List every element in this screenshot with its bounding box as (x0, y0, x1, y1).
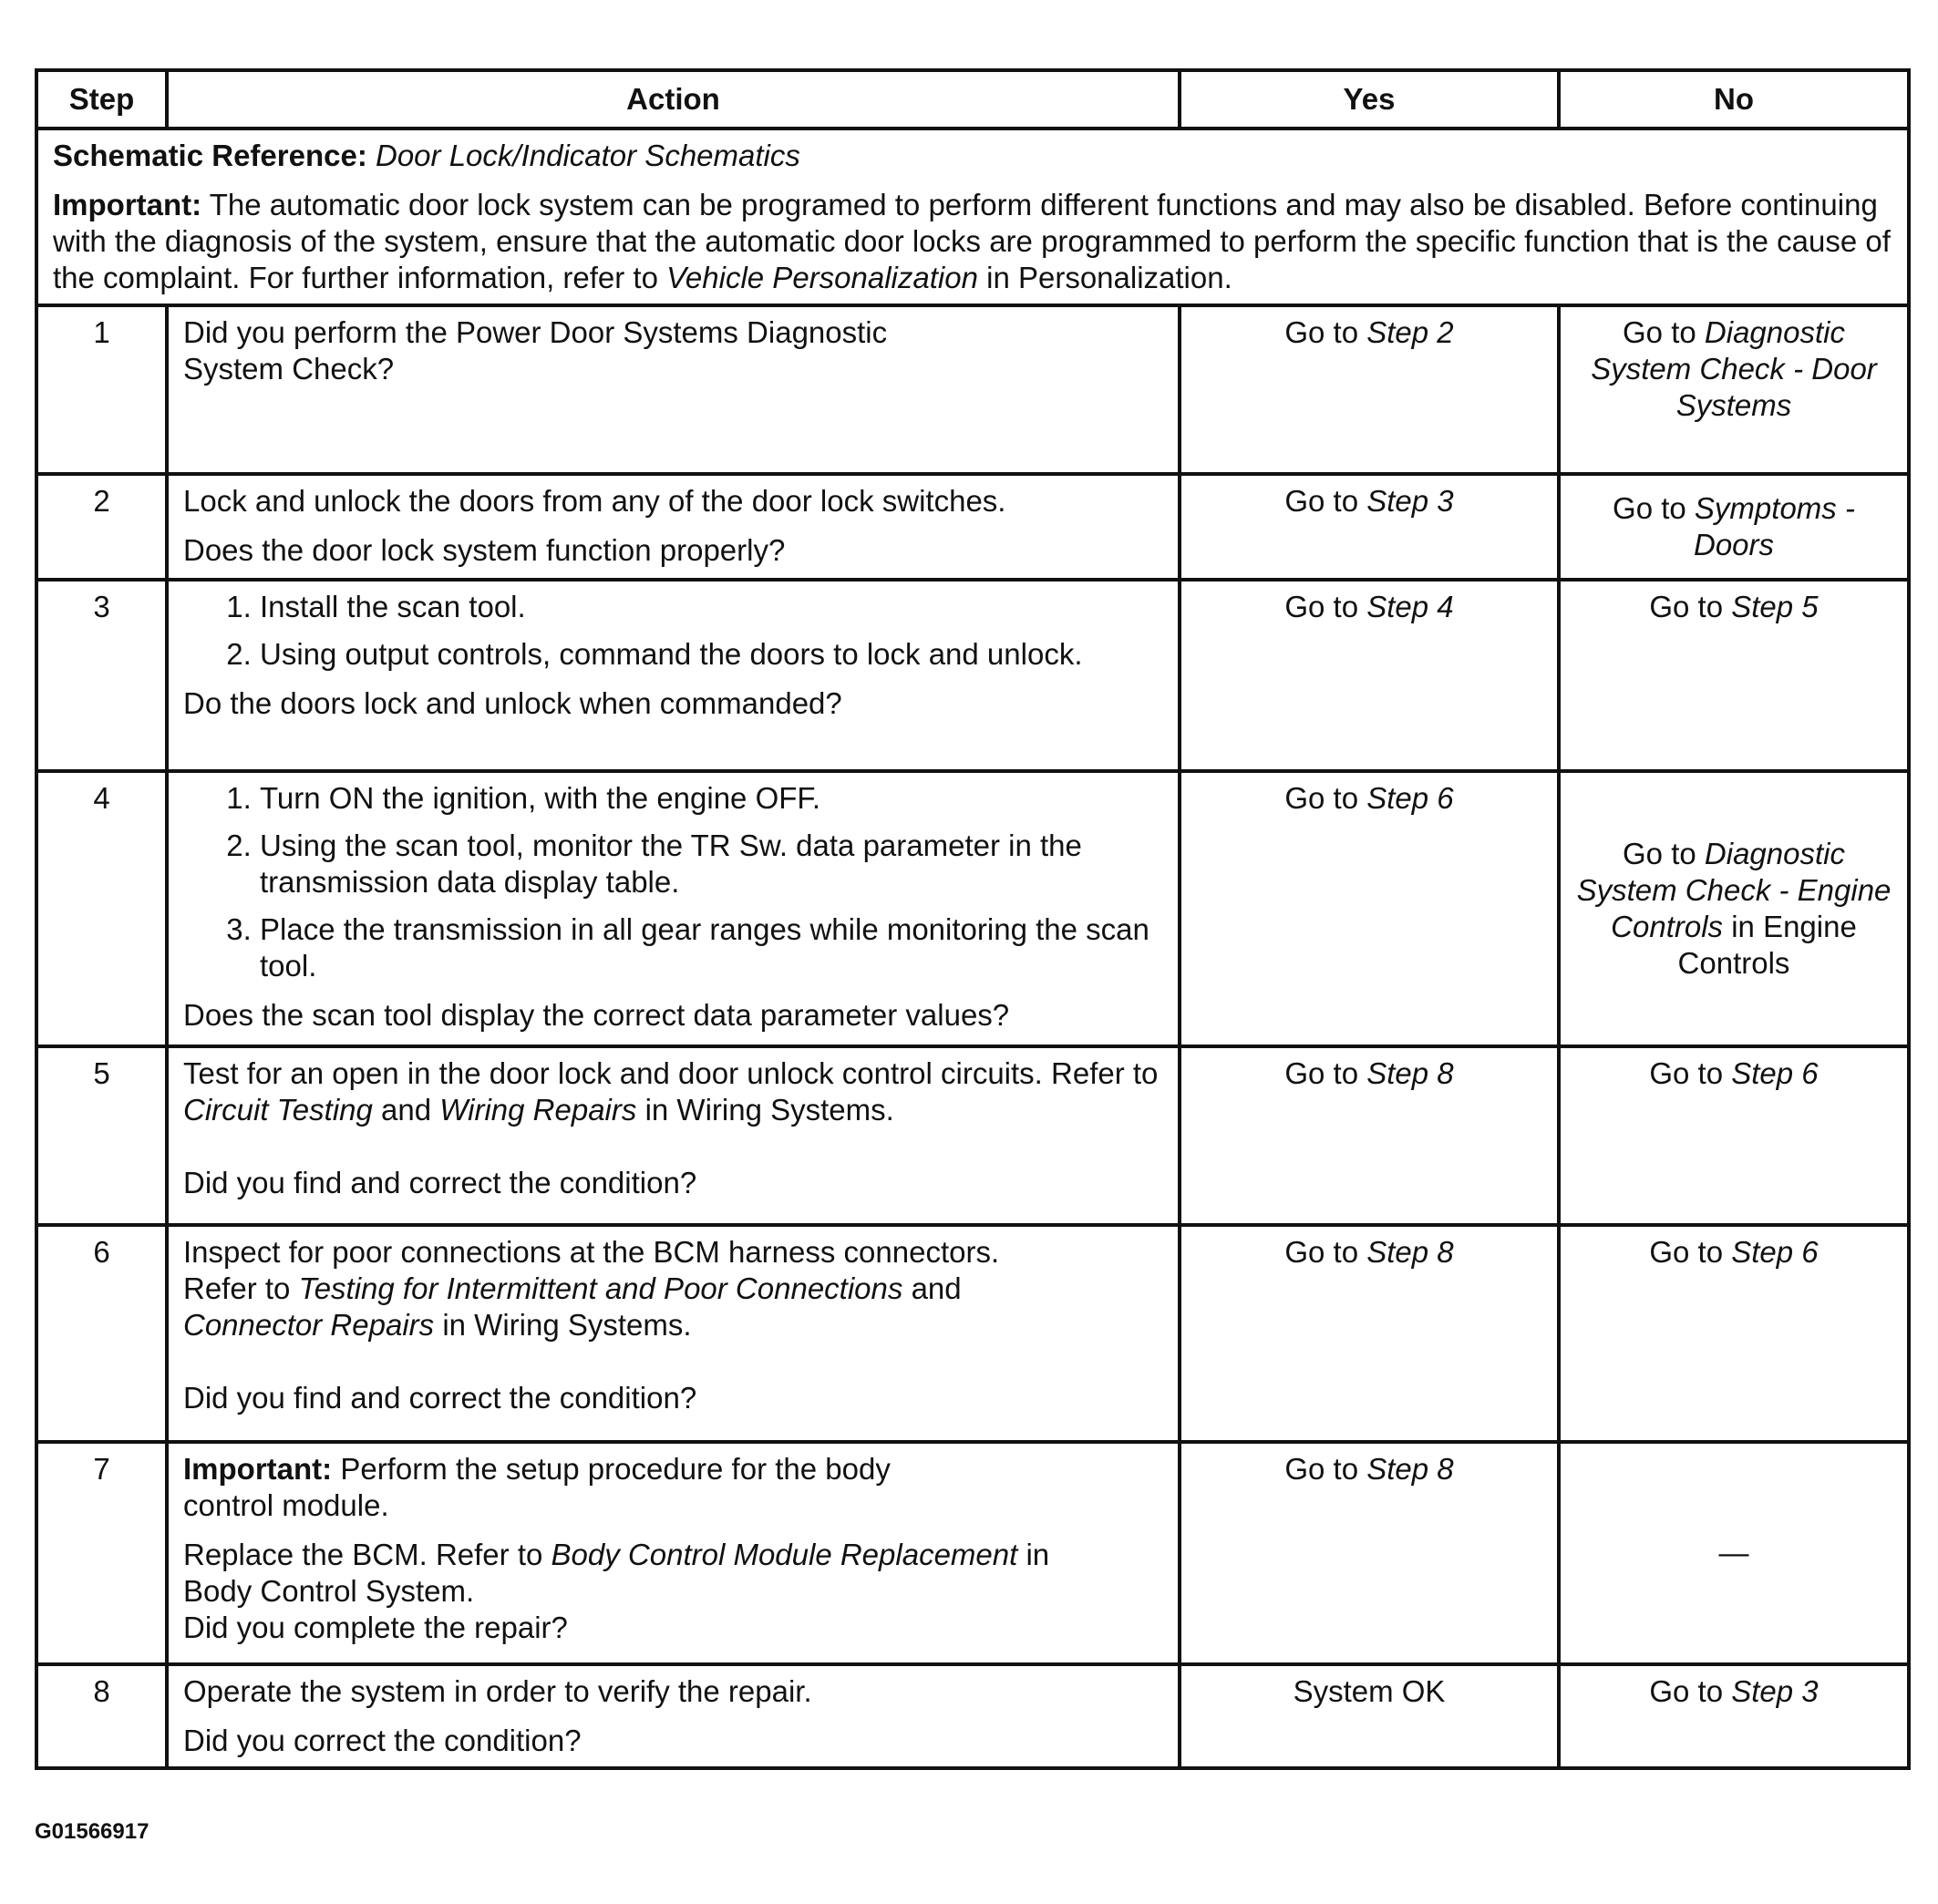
no-cell (1559, 305, 1909, 474)
table-row (36, 771, 1909, 1046)
action-list (183, 589, 1163, 673)
list-item: 1. Install the scan tool. (260, 589, 1163, 625)
goto-label: Go to (1649, 1056, 1724, 1090)
yes-text: System OK (1293, 1674, 1446, 1708)
action-question: Does the scan tool display the correct data parameter values? (183, 998, 1010, 1032)
action-text (183, 1234, 1163, 1343)
yes-cell (1180, 1046, 1559, 1225)
note-row (36, 129, 1909, 305)
vehicle-personalization-link[interactable]: Vehicle Personalization (666, 261, 978, 294)
goto-label: Go to (1623, 315, 1696, 349)
goto-label: Go to (1284, 1235, 1359, 1269)
table-row (36, 474, 1909, 580)
action-list (183, 780, 1163, 984)
schematic-reference (53, 138, 1892, 174)
important-note (183, 1451, 1163, 1524)
circuit-testing-link[interactable]: Circuit Testing (183, 1093, 373, 1127)
action-cell (167, 580, 1180, 771)
table-row (36, 1046, 1909, 1225)
action-question: Does the door lock system function properly? (183, 533, 786, 567)
action-question: Did you find and correct the condition? (183, 1166, 697, 1199)
table-header-row (36, 70, 1909, 129)
goto-label: Go to (1649, 1674, 1724, 1708)
action-cell (167, 1442, 1180, 1664)
important-tail: in Personalization. (986, 261, 1232, 294)
table-row (36, 580, 1909, 771)
important-text: The automatic door lock system can be programed to perform different functions and may also be disabled. Before continuing with the diagnosis of the system, ensure that the automatic door locks are programmed to perform the specific function that is the cause of the complaint. For further information, refer to (53, 188, 1891, 294)
action-question: Do the doors lock and unlock when commanded? (183, 686, 842, 720)
action-text-mid: and (381, 1093, 432, 1127)
table-row (36, 1442, 1909, 1664)
note-cell (36, 129, 1909, 305)
header-action: Action (167, 70, 1180, 129)
no-link[interactable]: Step 5 (1731, 590, 1819, 623)
no-link[interactable]: Step 6 (1731, 1056, 1819, 1090)
no-cell (1559, 580, 1909, 771)
header-step: Step (36, 70, 167, 129)
diagnostic-table (35, 68, 1911, 1770)
goto-label: Go to (1284, 315, 1359, 349)
no-link[interactable]: Step 3 (1731, 1674, 1819, 1708)
action-cell (167, 1664, 1180, 1768)
action-cell (167, 305, 1180, 474)
step-number: 8 (36, 1664, 167, 1768)
yes-link[interactable]: Step 4 (1366, 590, 1454, 623)
action-text-tail: in Wiring Systems. (644, 1093, 894, 1127)
step-number: 2 (36, 474, 167, 580)
goto-label: Go to (1284, 590, 1359, 623)
action-text-line: Test for an open in the door lock and door unlock control circuits. Refer to (183, 1056, 1159, 1090)
action-text (183, 1055, 1163, 1128)
action-cell (167, 771, 1180, 1046)
no-cell (1559, 1225, 1909, 1442)
list-item: 1. Turn ON the ignition, with the engine OFF. (260, 780, 1163, 817)
no-cell (1559, 1046, 1909, 1225)
goto-label: Go to (1623, 837, 1696, 870)
header-yes: Yes (1180, 70, 1559, 129)
connector-repairs-link[interactable]: Connector Repairs (183, 1308, 435, 1342)
step-number: 7 (36, 1442, 167, 1664)
action-question: Did you perform the Power Door Systems Diagnostic System Check? (183, 315, 888, 386)
important-note (53, 187, 1892, 296)
yes-cell (1180, 1664, 1559, 1768)
step-number: 4 (36, 771, 167, 1046)
schematic-label: Schematic Reference: (53, 139, 367, 172)
goto-label: Go to (1284, 781, 1359, 815)
bcm-replacement-link[interactable]: Body Control Module Replacement (551, 1538, 1018, 1571)
goto-label: Go to (1284, 1056, 1359, 1090)
schematic-link[interactable]: Door Lock/Indicator Schematics (376, 139, 800, 172)
figure-id: G01566917 (35, 1819, 149, 1844)
goto-label: Go to (1649, 1235, 1724, 1269)
yes-link[interactable]: Step 2 (1366, 315, 1454, 349)
no-link[interactable]: Diagnostic System Check - Engine Controls (1576, 837, 1892, 943)
yes-cell (1180, 305, 1559, 474)
yes-link[interactable]: Step 8 (1366, 1235, 1454, 1269)
action-question: Did you complete the repair? (183, 1611, 568, 1644)
action-text (183, 1537, 1163, 1610)
step-number: 6 (36, 1225, 167, 1442)
wiring-repairs-link[interactable]: Wiring Repairs (439, 1093, 637, 1127)
yes-link[interactable]: Step 8 (1366, 1056, 1454, 1090)
important-label: Important: (53, 188, 202, 221)
action-text-line: Replace the BCM. Refer to (183, 1538, 543, 1571)
step-number: 5 (36, 1046, 167, 1225)
table-row (36, 305, 1909, 474)
no-cell (1559, 771, 1909, 1046)
yes-cell (1180, 580, 1559, 771)
important-text: Perform the setup procedure for the body control module. (183, 1452, 891, 1522)
action-cell (167, 1046, 1180, 1225)
action-question: Did you correct the condition? (183, 1724, 582, 1757)
action-text-tail: in Wiring Systems. (442, 1308, 692, 1342)
spacer (183, 1128, 1163, 1165)
action-text-tail: in Body Control System. (183, 1538, 1050, 1608)
important-label: Important: (183, 1452, 333, 1486)
spacer (183, 1343, 1163, 1380)
no-link[interactable]: Step 6 (1731, 1235, 1819, 1269)
action-cell (167, 474, 1180, 580)
yes-cell (1180, 474, 1559, 580)
yes-link[interactable]: Step 6 (1366, 781, 1454, 815)
yes-link[interactable]: Step 8 (1366, 1452, 1454, 1486)
yes-cell (1180, 771, 1559, 1046)
step-number: 1 (36, 305, 167, 474)
goto-label: Go to (1284, 1452, 1359, 1486)
action-text-mid: and (911, 1271, 962, 1305)
intermittent-connections-link[interactable]: Testing for Intermittent and Poor Connections (298, 1271, 903, 1305)
yes-cell (1180, 1225, 1559, 1442)
action-text-line: Inspect for poor connections at the BCM harness connectors. Refer to (183, 1235, 1000, 1305)
no-link[interactable]: Symptoms - Doors (1693, 491, 1855, 561)
action-cell (167, 1225, 1180, 1442)
goto-label: Go to (1649, 590, 1724, 623)
no-cell (1559, 474, 1909, 580)
list-item: 2. Using output controls, command the doors to lock and unlock. (260, 636, 1163, 673)
list-item: 3. Place the transmission in all gear ranges while monitoring the scan tool. (260, 911, 1163, 984)
goto-label: Go to (1284, 484, 1359, 518)
no-link[interactable]: Diagnostic System Check - Door Systems (1591, 315, 1877, 422)
action-question: Did you find and correct the condition? (183, 1381, 697, 1415)
yes-cell (1180, 1442, 1559, 1664)
table-row (36, 1225, 1909, 1442)
yes-link[interactable]: Step 3 (1366, 484, 1454, 518)
table-row (36, 1664, 1909, 1768)
action-text: Operate the system in order to verify the repair. (183, 1674, 812, 1708)
no-tail: in Engine Controls (1677, 910, 1857, 980)
list-item: 2. Using the scan tool, monitor the TR Sw. data parameter in the transmission data display table. (260, 828, 1163, 901)
goto-label: Go to (1613, 491, 1686, 525)
header-no: No (1559, 70, 1909, 129)
no-cell (1559, 1664, 1909, 1768)
step-number: 3 (36, 580, 167, 771)
no-cell: — (1559, 1442, 1909, 1664)
action-text: Lock and unlock the doors from any of the door lock switches. (183, 484, 1006, 518)
